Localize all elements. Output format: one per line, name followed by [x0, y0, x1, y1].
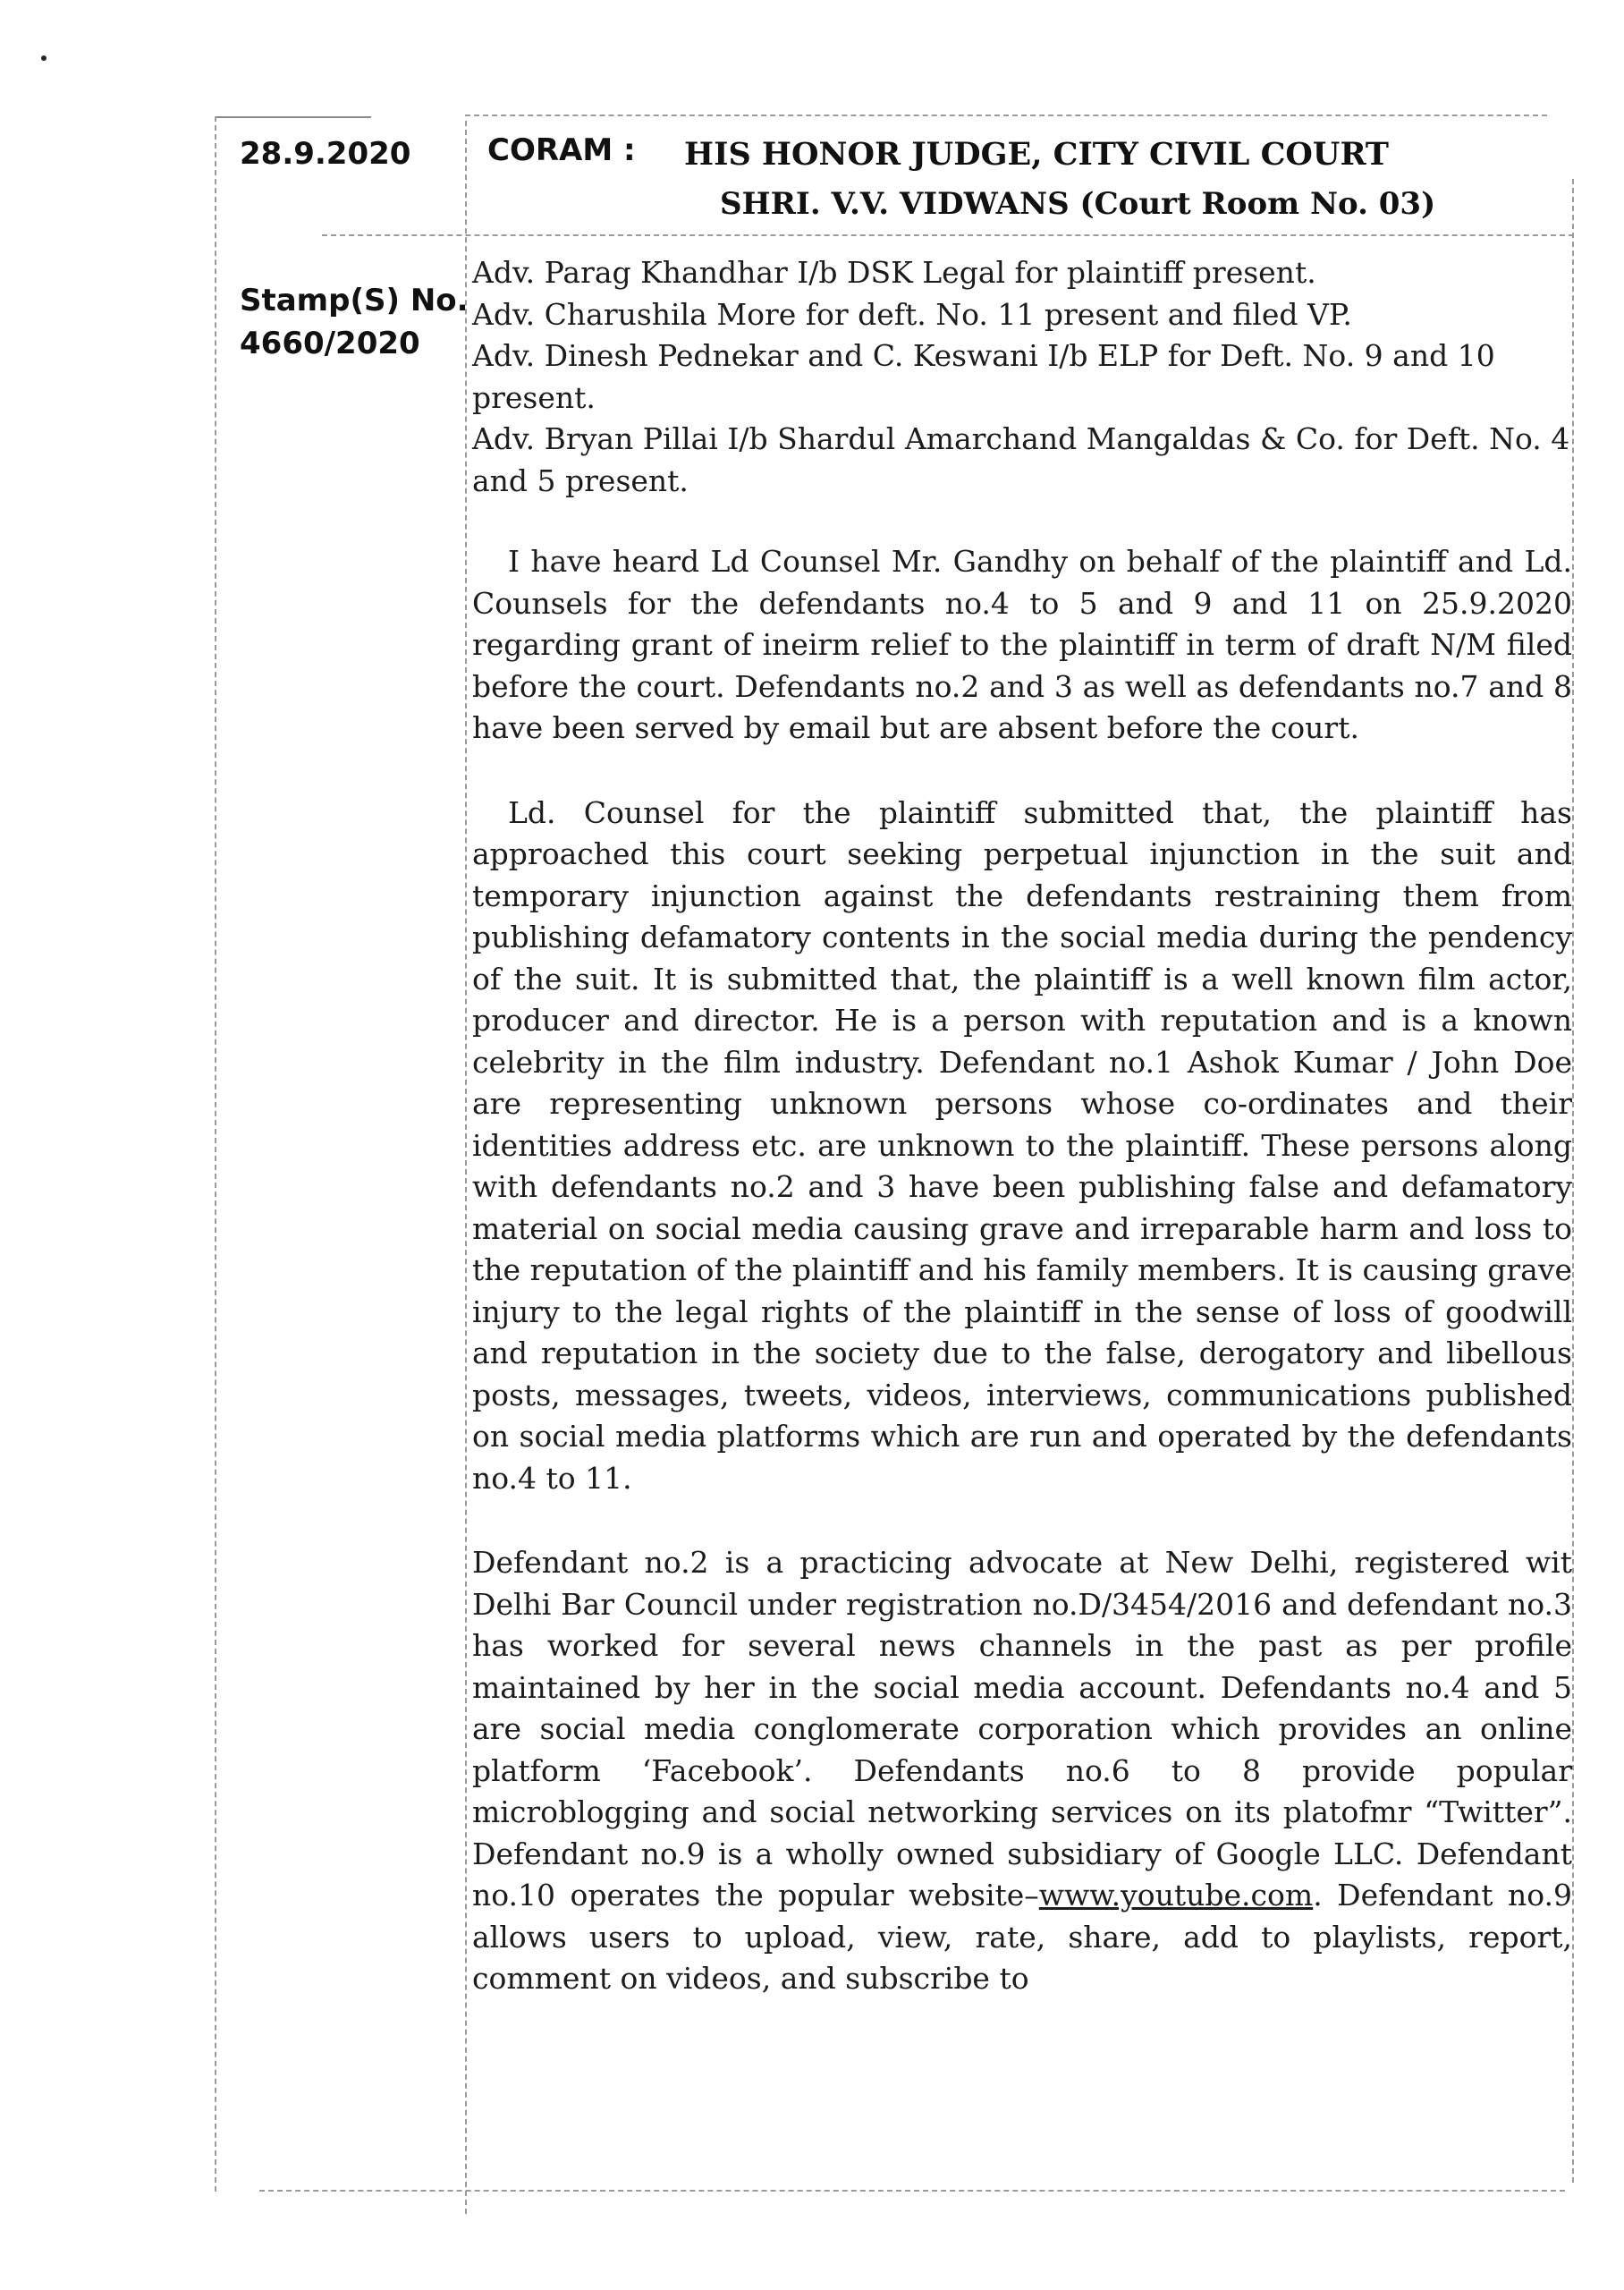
frame-column-divider: [465, 121, 467, 2214]
frame-header-rule: [322, 234, 1574, 236]
frame-right-edge: [1572, 179, 1574, 2183]
order-body: [472, 252, 1572, 2000]
paragraph-plaintiff-submission: Ld. Counsel for the plaintiff submitted that, the plaintiff has approached this court seeking perpetual injunction in the suit and temporary injunction against the defendants restraining them from publishing defamatory contents in the social media during the pendency of the suit. It is submitted that, the plaintiff is a well known film actor, producer and director. He is a person with reputation and is a known celebrity in the film industry. Defendant no.1 Ashok Kumar / John Doe are representing unknown persons whose co-ordinates and their identities address etc. are unknown to the plaintiff. These persons along with defendants no.2 and 3 have been publishing false and defamatory material on social media causing grave and irreparable harm and loss to the reputation of the plaintiff and his family members. It is causing grave injury to the legal rights of the plaintiff in the sense of loss of goodwill and reputation in the society due to the false, derogatory and libellous posts, messages, tweets, videos, interviews, communications published on social media platforms which are run and operated by the defendants no.4 to 11.: [472, 794, 1572, 1496]
stamp-number-label: Stamp(S) No.: [240, 283, 469, 318]
appearances-list: [472, 252, 1572, 502]
frame-top-mid: [465, 114, 1547, 116]
appearance-line: Adv. Parag Khandhar I/b DSK Legal for plaintiff present.: [472, 255, 1316, 290]
frame-top-left: [215, 116, 371, 118]
case-info-column: [240, 132, 472, 365]
appearance-line: Adv. Dinesh Pednekar and C. Keswani I/b ELP for Deft. No. 9 and 10 present.: [472, 338, 1495, 415]
order-date: 28.9.2020: [240, 136, 411, 172]
defendants-text-part2: . Defendant no.9 allows users to upload, view, rate, share, add to playlists, report, comment on videos, and subscribe to: [472, 1878, 1572, 1996]
coram-label: CORAM :: [487, 132, 636, 168]
youtube-link[interactable]: www.youtube.com: [1038, 1878, 1314, 1913]
coram-court-title: HIS HONOR JUDGE, CITY CIVIL COURT: [684, 136, 1389, 173]
defendants-text-part1: Defendant no.2 is a practicing advocate at New Delhi, registered wit Delhi Bar Council under registration no.D/3454/2016 and defendant no.3 has worked for several news channels in the past as per profile maintained by her in the social media account. Defendants no.4 and 5 are social media conglomerate corporation which provides an online platform ‘Facebook’. Defendants no.6 to 8 provide popular microblogging and social networking services on its platofmr “Twitter”. Defendant no.9 is a wholly owned subsidiary of Google LLC. Defendant no.10 operates the popular website–: [472, 1545, 1572, 1913]
appearance-line: Adv. Charushila More for deft. No. 11 present and filed VP.: [472, 296, 1352, 332]
paragraph-defendants: [472, 1542, 1572, 2000]
stamp-number-value: 4660/2020: [240, 326, 420, 361]
appearance-line: Adv. Bryan Pillai I/b Shardul Amarchand Mangaldas & Co. for Deft. No. 4 and 5 present.: [472, 421, 1570, 498]
scan-speck: [41, 55, 47, 61]
paragraph-hearing: I have heard Ld Counsel Mr. Gandhy on behalf of the plaintiff and Ld. Counsels for the defendants no.4 to 5 and 9 and 11 on 25.9.2020 regarding grant of ineirm relief to the plaintiff in term of draft N/M filed before the court. Defendants no.2 and 3 as well as defendants no.7 and 8 have been served by email but are absent before the court.: [472, 544, 1572, 745]
frame-bottom-rule: [259, 2190, 1565, 2192]
coram-judge-name: SHRI. V.V. VIDWANS (Court Room No. 03): [720, 186, 1436, 222]
frame-left-edge: [215, 116, 216, 2192]
